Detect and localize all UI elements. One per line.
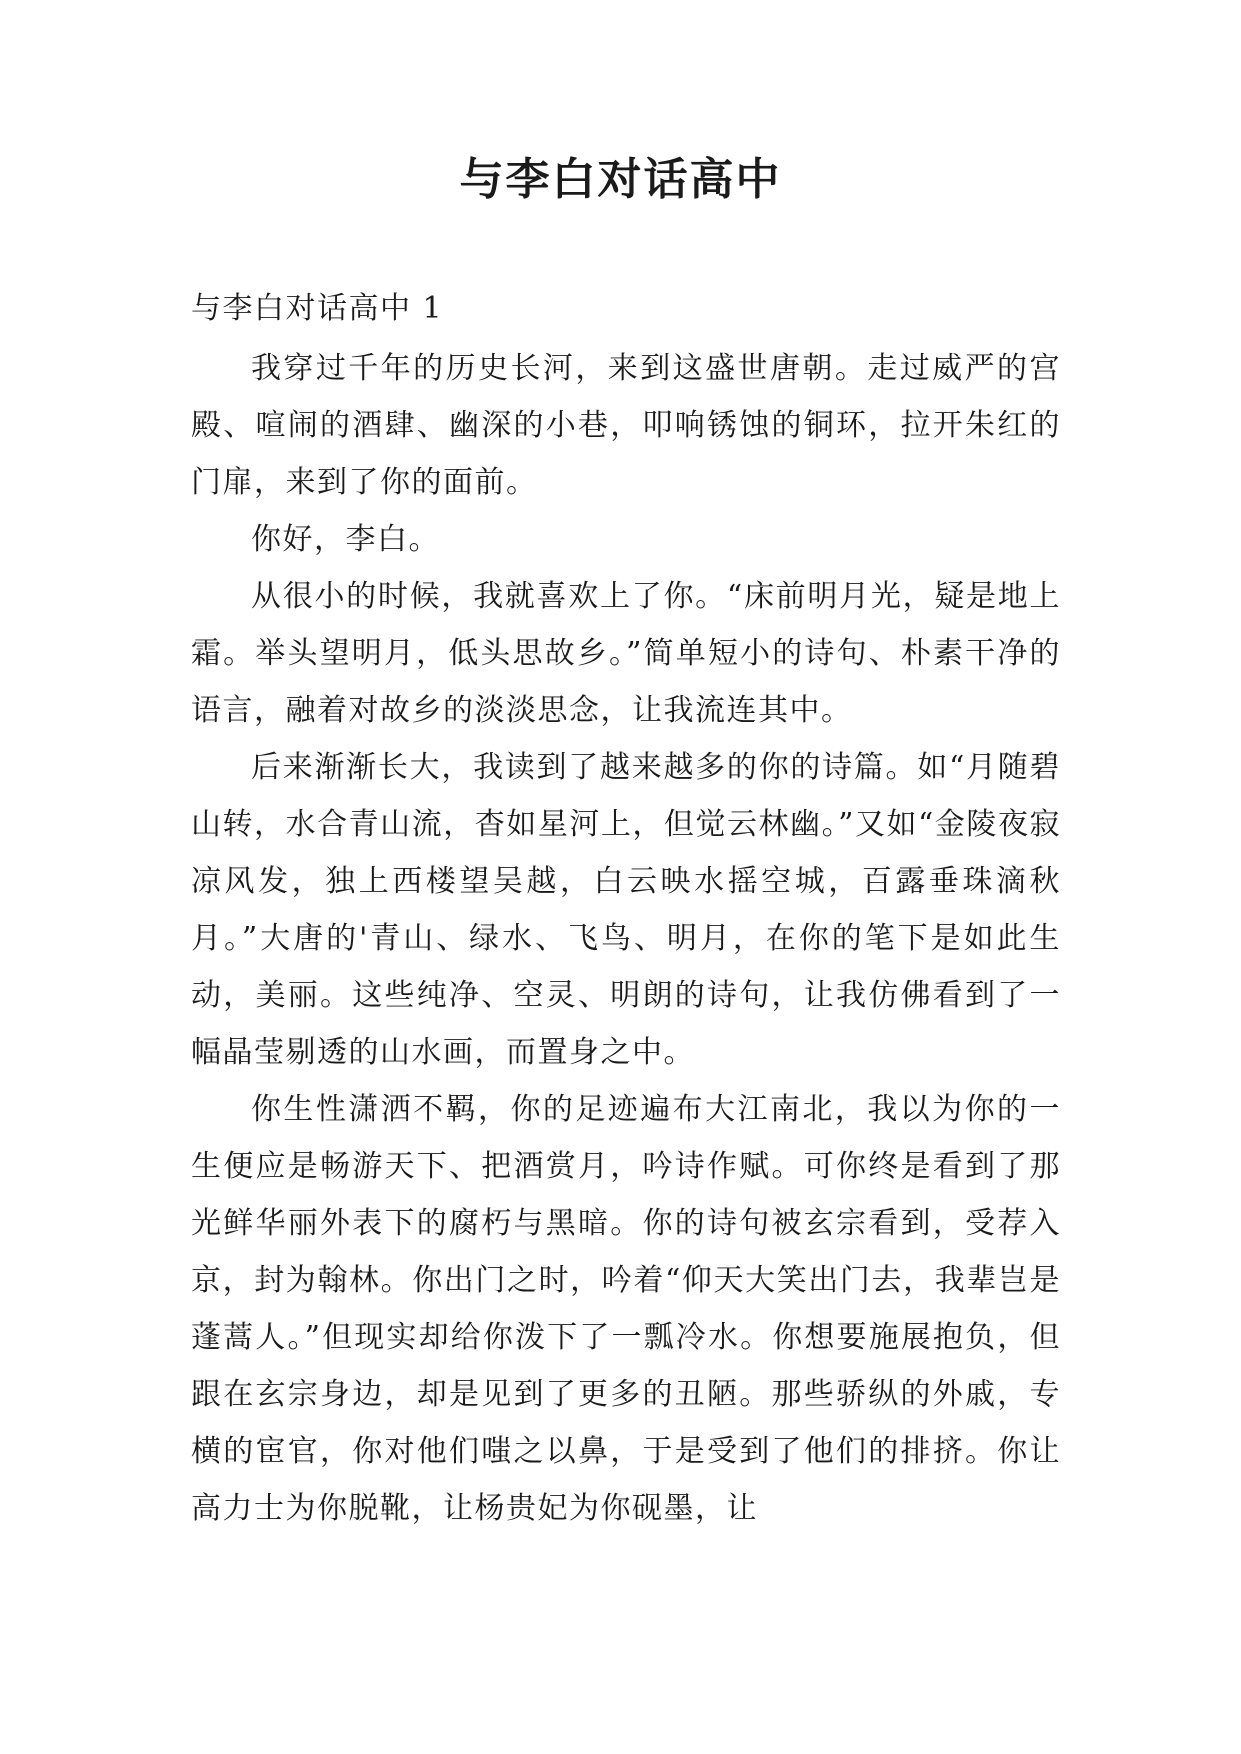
document-title: 与李白对话高中 [459,154,782,205]
paragraph-3: 从很小的时候，我就喜欢上了你。“床前明月光，疑是地上霜。举头望明月，低头思故乡。”简单短小的诗句、朴素干净的语言，融着对故乡的淡淡思念，让我流连其中。 [191,579,1061,728]
paragraph-4: 后来渐渐长大，我读到了越来越多的你的诗篇。如“月随碧山转，水合青山流，杳如星河上，但觉云林幽。”又如“金陵夜寂凉风发，独上西楼望吴越，白云映水摇空城，百露垂珠滴秋月。”大唐的'青山、绿水、飞鸟、明月，在你的笔下是如此生动，美丽。这些纯净、空灵、明朗的诗句，让我仿佛看到了一幅晶莹剔透的山水画，而置身之中。 [191,750,1061,1070]
paragraph-2: 你好，李白。 [251,522,440,557]
paragraph-5: 你生性潇洒不羁，你的足迹遍布大江南北，我以为你的一生便应是畅游天下、把酒赏月，吟诗作赋。可你终是看到了那光鲜华丽外表下的腐朽与黑暗。你的诗句被玄宗看到，受荐入京，封为翰林。你出门之时，吟着“仰天大笑出门去，我辈岂是蓬蒿人。”但现实却给你泼下了一瓢冷水。你想要施展抱负，但跟在玄宗身边，却是见到了更多的丑陋。那些骄纵的外戚，专横的宦官，你对他们嗤之以鼻，于是受到了他们的排挤。你让高力士为你脱靴，让杨贵妃为你砚墨，让 [191,1092,1061,1526]
paragraph-1: 我穿过千年的历史长河，来到这盛世唐朝。走过威严的宫殿、喧闹的酒肆、幽深的小巷，叩响锈蚀的铜环，拉开朱红的门扉，来到了你的面前。 [191,351,1061,500]
section-heading: 与李白对话高中 1 [191,291,444,326]
document-body [191,280,1061,1537]
